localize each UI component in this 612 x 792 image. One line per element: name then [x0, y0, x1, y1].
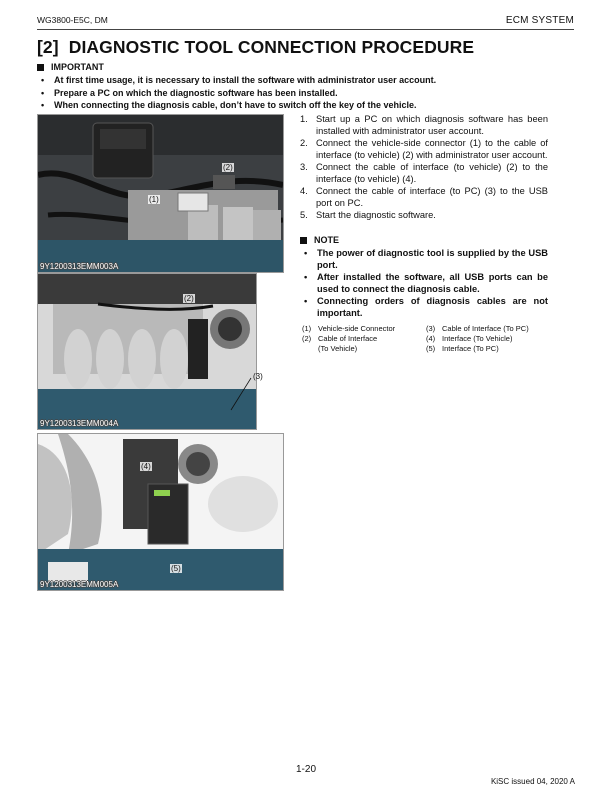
callout-label: (3)	[253, 372, 263, 381]
step-number: 1.	[300, 114, 308, 124]
legend-item	[426, 324, 546, 334]
square-bullet-icon	[37, 64, 44, 71]
legend-column-right	[426, 324, 546, 354]
note-item: • After installed the software, all USB ports can be used to connect the diagnosis cable.	[300, 271, 548, 295]
step-item	[300, 185, 548, 209]
legend-item	[426, 344, 546, 354]
important-item: • When connecting the diagnosis cable, don’t have to switch off the key of the vehicle.	[37, 99, 577, 112]
legend-text: Cable of Interface (To PC)	[442, 324, 529, 333]
legend-item	[302, 324, 422, 334]
legend-number: (5)	[426, 344, 436, 353]
legend-text: Interface (To Vehicle)	[442, 334, 513, 343]
legend-number: (3)	[426, 324, 436, 333]
legend-text-cont: (To Vehicle)	[318, 344, 358, 353]
step-text: Start up a PC on which diagnosis software has been installed with administrator user account.	[316, 114, 548, 136]
step-item	[300, 113, 548, 137]
square-bullet-icon	[300, 237, 307, 244]
page-number: 1-20	[295, 764, 316, 775]
step-text: Connect the cable of interface (to vehicle) (2) to the interface (to vehicle) (4).	[316, 162, 548, 184]
note-item: • The power of diagnostic tool is supplied by the USB port.	[300, 247, 548, 271]
figure-interface-unit	[37, 433, 284, 591]
figure-caption: 9Y1200313EMM005A	[40, 580, 119, 589]
important-item: • At first time usage, it is necessary to install the software with administrator user account.	[37, 74, 577, 87]
legend-text: Vehicle-side Connector	[318, 324, 396, 333]
procedure-steps	[300, 113, 548, 221]
note-heading	[300, 235, 339, 245]
engine-photo-3	[38, 434, 283, 590]
step-text: Connect the vehicle-side connector (1) to the cable of interface (to vehicle) (2) with administrator user account.	[316, 138, 548, 160]
legend-item	[426, 334, 546, 344]
title-text: DIAGNOSTIC TOOL CONNECTION PROCEDURE	[68, 37, 475, 57]
important-heading-label: IMPORTANT	[51, 62, 104, 72]
title-number: [2]	[37, 37, 59, 57]
header-rule	[37, 29, 574, 30]
step-item	[300, 209, 548, 221]
step-item	[300, 137, 548, 161]
legend-number: (2)	[302, 334, 312, 343]
figure-interface-cable	[37, 273, 257, 430]
legend-item	[302, 334, 422, 354]
callout-label: (2)	[223, 163, 233, 172]
figure-caption: 9Y1200313EMM003A	[40, 262, 119, 271]
engine-photo-2	[38, 274, 256, 429]
step-number: 2.	[300, 138, 308, 148]
figure-engine-connector	[37, 114, 284, 273]
legend-number: (4)	[426, 334, 436, 343]
step-number: 4.	[300, 186, 308, 196]
callout-label: (2)	[184, 294, 194, 303]
note-item: • Connecting orders of diagnosis cables are not important.	[300, 295, 548, 319]
engine-photo-1	[38, 115, 283, 272]
step-number: 3.	[300, 162, 308, 172]
callout-label: (4)	[141, 462, 151, 471]
legend-text: Interface (To PC)	[442, 344, 499, 353]
important-list	[37, 74, 577, 112]
step-text: Start the diagnostic software.	[316, 210, 436, 220]
note-list	[300, 247, 548, 319]
important-heading	[37, 62, 104, 72]
header-section: ECM SYSTEM	[505, 15, 574, 26]
step-number: 5.	[300, 210, 308, 220]
callout-label: (1)	[149, 195, 159, 204]
issue-note: KiSC issued 04, 2020 A	[490, 777, 575, 786]
figure-caption: 9Y1200313EMM004A	[40, 419, 119, 428]
callout-label: (5)	[171, 564, 181, 573]
legend-number: (1)	[302, 324, 312, 333]
note-heading-label: NOTE	[314, 235, 340, 245]
page-title	[37, 37, 474, 58]
header-model: WG3800-E5C, DM	[37, 15, 108, 25]
legend-column-left	[302, 324, 422, 354]
legend-text: Cable of Interface	[318, 334, 378, 343]
step-text: Connect the cable of interface (to PC) (3) to the USB port on PC.	[316, 186, 548, 208]
important-item: • Prepare a PC on which the diagnostic software has been installed.	[37, 87, 577, 100]
step-item	[300, 161, 548, 185]
